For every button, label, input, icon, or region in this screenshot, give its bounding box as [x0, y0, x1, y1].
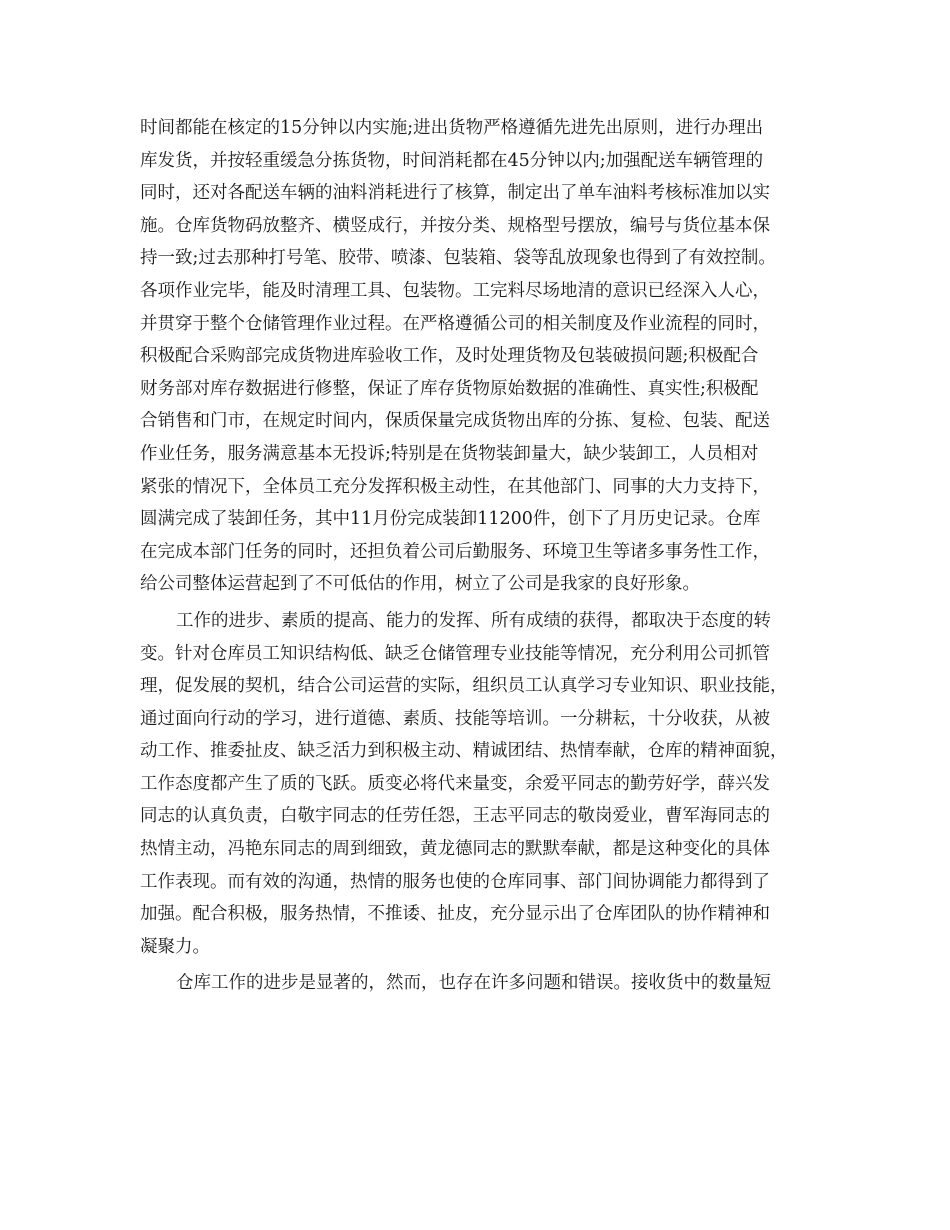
text-line: 库发货，并按轻重缓急分拣货物，时间消耗都在45分钟以内;加强配送车辆管理的 [140, 150, 764, 171]
text-line: 动工作、推委扯皮、缺乏活力到积极主动、精诚团结、热情奉献，仓库的精神面貌， [140, 741, 788, 762]
text-line: 通过面向行动的学习，进行道德、素质、技能等培训。一分耕耘，十分收获，从被 [140, 708, 770, 729]
text-line: 工作态度都产生了质的飞跃。质变必将代来量变，余爱平同志的勤劳好学，薛兴发 [140, 773, 770, 794]
text-line: 仓库工作的进步是显著的，然而，也存在许多问题和错误。接收货中的数量短 [176, 973, 771, 994]
text-line: 凝聚力。 [140, 936, 210, 957]
text-line: 变。针对仓库员工知识结构低、缺乏仓储管理专业技能等情况，充分利用公司抓管 [140, 643, 770, 664]
text-line: 圆满完成了装卸任务，其中11月份完成装卸11200件，创下了月历史记录。仓库 [140, 509, 761, 530]
text-line: 持一致;过去那种打号笔、胶带、喷漆、包装箱、袋等乱放现象也得到了有效控制。 [140, 248, 776, 269]
text-line: 给公司整体运营起到了不可低估的作用，树立了公司是我家的良好形象。 [140, 574, 700, 595]
text-line: 在完成本部门任务的同时，还担负着公司后勤服务、环境卫生等诸多事务性工作， [140, 541, 770, 562]
paragraph [140, 605, 830, 964]
text-line: 同志的认真负责，白敬宇同志的任劳任怨，王志平同志的敬岗爱业，曹军海同志的 [140, 806, 770, 827]
text-line: 施。仓库货物码放整齐、横竖成行，并按分类、规格型号摆放，编号与货位基本保 [140, 215, 770, 236]
text-line: 加强。配合积极，服务热情，不推诿、扯皮，充分显示出了仓库团队的协作精神和 [140, 904, 770, 925]
text-line: 工作表现。而有效的沟通，热情的服务也使的仓库同事、部门间协调能力都得到了 [140, 871, 770, 892]
text-line: 积极配合采购部完成货物进库验收工作，及时处理货物及包装破损问题;积极配合 [140, 346, 759, 367]
text-line: 理，促发展的契机，结合公司运营的实际，组织员工认真学习专业知识、职业技能， [140, 676, 788, 697]
text-line: 时间都能在核定的15分钟以内实施;进出货物严格遵循先进先出原则，进行办理出 [140, 118, 764, 138]
text-line: 财务部对库存数据进行修整，保证了库存货物原始数据的准确性、真实性;积极配 [140, 378, 759, 399]
paragraph [140, 112, 830, 601]
text-line: 并贯穿于整个仓储管理作业过程。在严格遵循公司的相关制度及作业流程的同时， [140, 313, 770, 334]
text-line: 作业任务，服务满意基本无投诉;特别是在货物装卸量大，缺少装卸工，人员相对 [140, 443, 759, 464]
text-line: 紧张的情况下，全体员工充分发挥积极主动性，在其他部门、同事的大力支持下， [140, 476, 770, 497]
text-line: 热情主动，冯艳东同志的周到细致，黄龙德同志的默默奉献，都是这种变化的具体 [140, 839, 770, 860]
text-line: 合销售和门市，在规定时间内，保质保量完成货物出库的分拣、复检、包装、配送 [140, 411, 770, 432]
document-body [140, 112, 830, 1000]
paragraph [140, 967, 830, 1000]
text-line: 各项作业完毕，能及时清理工具、包装物。工完料尽场地清的意识已经深入人心， [140, 280, 770, 301]
text-line: 同时，还对各配送车辆的油料消耗进行了核算，制定出了单车油料考核标准加以实 [140, 183, 770, 204]
text-line: 工作的进步、素质的提高、能力的发挥、所有成绩的获得，都取决于态度的转 [176, 610, 771, 631]
